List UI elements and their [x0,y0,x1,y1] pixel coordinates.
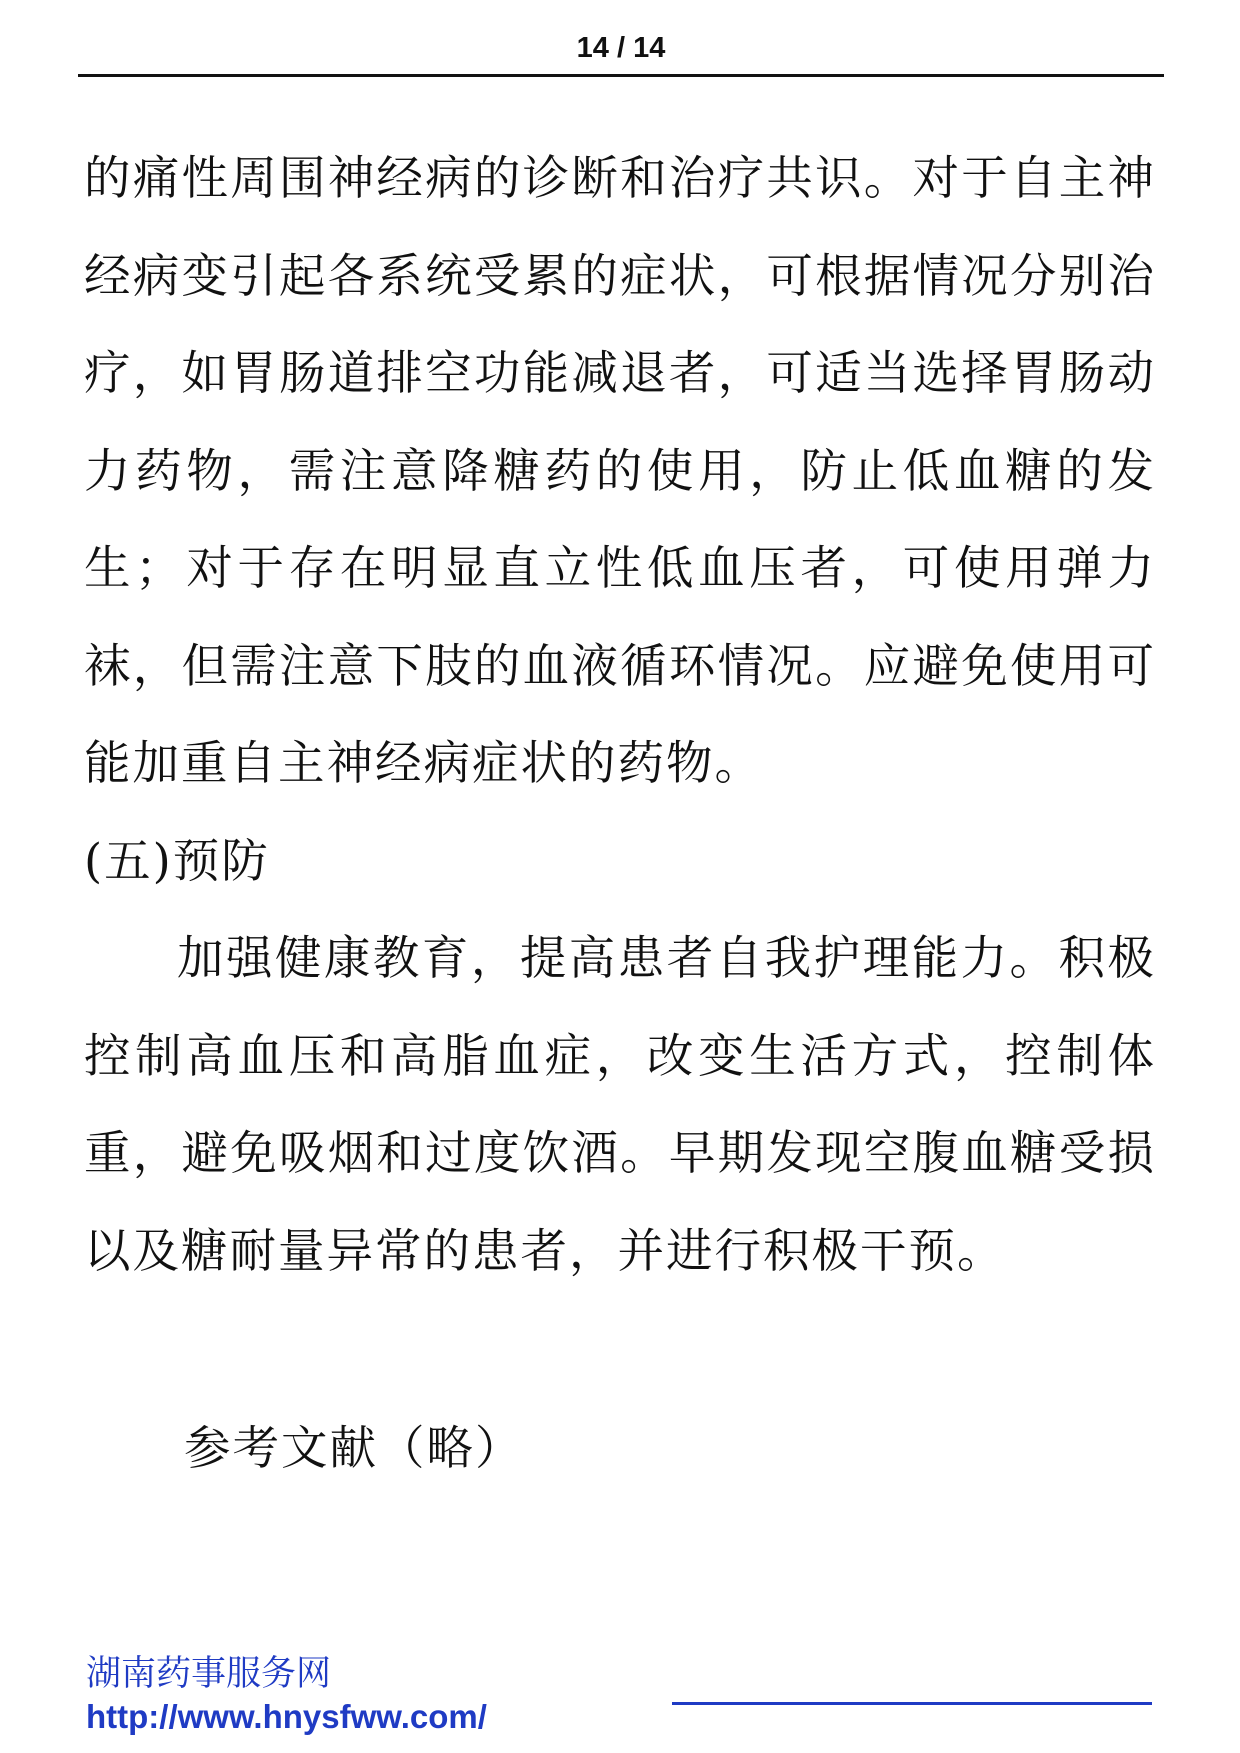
section-heading-prevention: (五)预防 [84,833,270,888]
footer-divider [672,1702,1152,1705]
body-paragraph-prevention: 加强健康教育，提高患者自我护理能力。积极控制高血压和高脂血症，改变生活方式，控制体重，避免吸烟和过度饮酒。早期发现空腹血糖受损以及糖耐量异常的患者，并进行积极干预。 [84,931,1156,1278]
document-body [84,130,1156,1300]
body-paragraph-continued: 的痛性周围神经病的诊断和治疗共识。对于自主神经病变引起各系统受累的症状，可根据情况分别治疗，如胃肠道排空功能减退者，可适当选择胃肠动力药物，需注意降糖药的使用，防止低血糖的发生；对于存在明显直立性低血压者，可使用弹力袜，但需注意下肢的血液循环情况。应避免使用可能加重自主神经病症状的药物。 [84,151,1156,790]
references-note: 参考文献（略） [184,1421,524,1475]
footer-site-link[interactable]: http://www.hnysfww.com/ [86,1698,487,1735]
footer-site-name: 湖南药事服务网 [86,1654,332,1694]
page-header [78,28,1164,77]
page-number: 14 / 14 [576,32,666,64]
